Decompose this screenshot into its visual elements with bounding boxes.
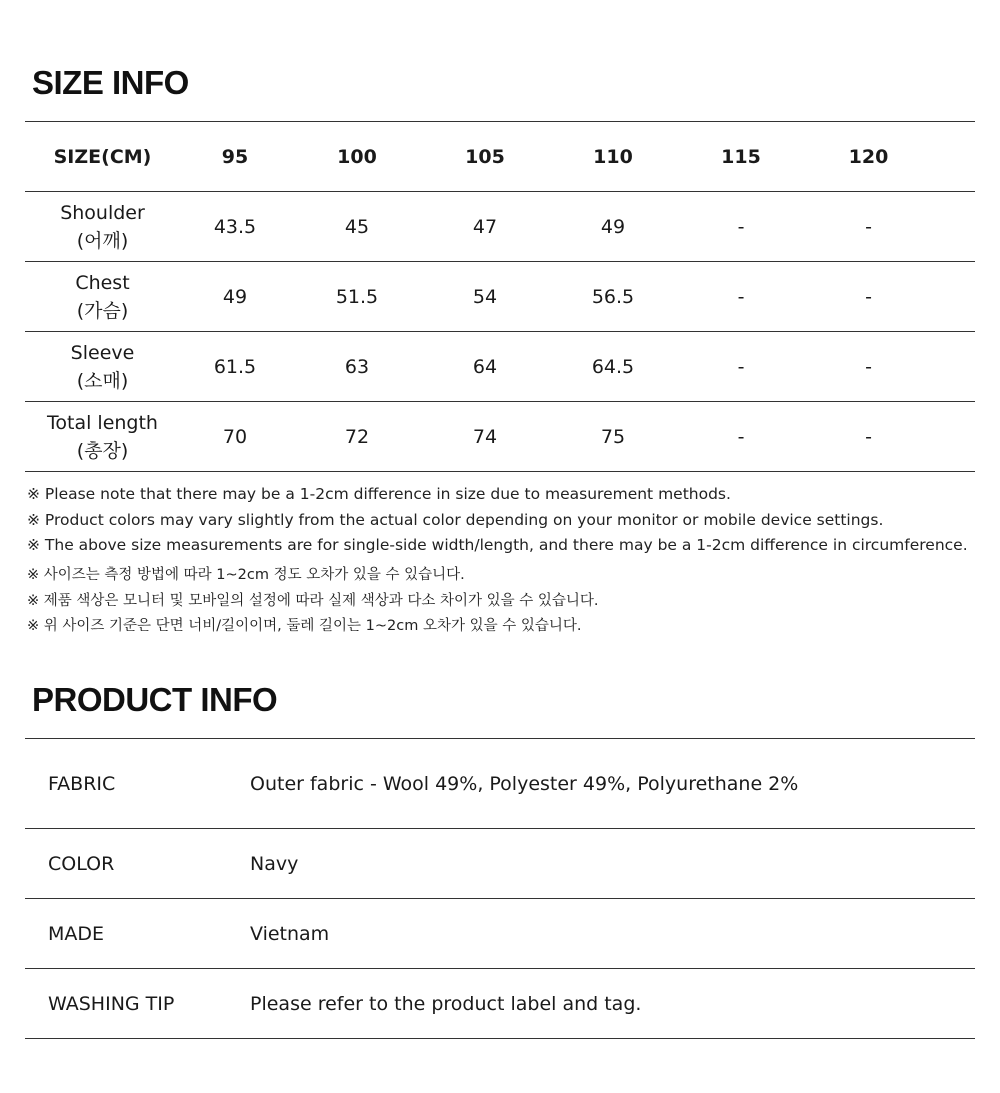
size-info-title: SIZE INFO xyxy=(32,64,189,101)
row-label xyxy=(25,192,180,262)
size-cell: - xyxy=(680,402,802,472)
product-label: MADE xyxy=(25,899,225,969)
size-note: ※ 제품 색상은 모니터 및 모바일의 설정에 따라 실제 색상과 다소 차이가 있을 수 있습니다. xyxy=(27,592,599,609)
size-cell: 61.5 xyxy=(180,332,290,402)
size-cell: 64.5 xyxy=(546,332,680,402)
size-cell-spacer xyxy=(935,192,975,262)
size-row-sleeve xyxy=(25,332,975,402)
size-notes-ko xyxy=(27,563,599,640)
size-cell: 75 xyxy=(546,402,680,472)
product-row-fabric xyxy=(25,739,975,829)
product-value: Vietnam xyxy=(225,899,975,969)
product-label: FABRIC xyxy=(25,739,225,829)
product-table xyxy=(25,738,975,1039)
row-label-en: Shoulder xyxy=(60,201,145,224)
size-note: ※ 위 사이즈 기준은 단면 너비/길이이며, 둘레 길이는 1~2cm 오차가 있을 수 있습니다. xyxy=(27,618,582,634)
size-note: ※ Please note that there may be a 1-2cm difference in size due to measurement methods. xyxy=(27,485,731,503)
size-cell: 43.5 xyxy=(180,192,290,262)
size-cell: 70 xyxy=(180,402,290,472)
row-label xyxy=(25,262,180,332)
size-cell: 56.5 xyxy=(546,262,680,332)
size-cell: - xyxy=(802,192,935,262)
product-label: COLOR xyxy=(25,829,225,899)
product-value: Outer fabric - Wool 49%, Polyester 49%, Polyurethane 2% xyxy=(225,739,975,829)
product-row-color xyxy=(25,829,975,899)
size-cell: 74 xyxy=(424,402,546,472)
size-cell: - xyxy=(680,262,802,332)
product-value: Please refer to the product label and tag. xyxy=(225,969,975,1039)
size-table xyxy=(25,121,975,472)
product-row-made xyxy=(25,899,975,969)
size-cell: 49 xyxy=(180,262,290,332)
size-cell-spacer xyxy=(935,402,975,472)
size-cell: 45 xyxy=(290,192,424,262)
size-header-110: 110 xyxy=(546,122,680,192)
size-cell-spacer xyxy=(935,262,975,332)
size-cell: 72 xyxy=(290,402,424,472)
size-cell: - xyxy=(680,192,802,262)
size-header-spacer xyxy=(935,122,975,192)
product-value: Navy xyxy=(225,829,975,899)
size-cell: - xyxy=(802,402,935,472)
size-cell: 49 xyxy=(546,192,680,262)
size-header-label: SIZE(CM) xyxy=(25,122,180,192)
row-label-en: Sleeve xyxy=(70,341,135,364)
row-label-ko: (소매) xyxy=(76,369,129,392)
size-row-chest xyxy=(25,262,975,332)
row-label xyxy=(25,402,180,472)
row-label-ko: (어깨) xyxy=(76,229,129,252)
size-header-115: 115 xyxy=(680,122,802,192)
product-label: WASHING TIP xyxy=(25,969,225,1039)
size-note: ※ Product colors may vary slightly from the actual color depending on your monitor or mobile device settings. xyxy=(27,510,884,529)
row-label-ko: (총장) xyxy=(76,439,129,462)
size-row-total-length xyxy=(25,402,975,472)
size-header-95: 95 xyxy=(180,122,290,192)
size-cell-spacer xyxy=(935,332,975,402)
size-cell: 63 xyxy=(290,332,424,402)
size-note: ※ The above size measurements are for single-side width/length, and there may be a 1-2cm difference in circumference. xyxy=(27,536,968,554)
size-cell: - xyxy=(680,332,802,402)
product-info-title: PRODUCT INFO xyxy=(32,681,278,718)
row-label-ko: (가슴) xyxy=(76,299,129,322)
size-header-row xyxy=(25,122,975,192)
size-row-shoulder xyxy=(25,192,975,262)
size-cell: 47 xyxy=(424,192,546,262)
size-note: ※ 사이즈는 측정 방법에 따라 1~2cm 정도 오차가 있을 수 있습니다. xyxy=(27,567,465,583)
size-cell: - xyxy=(802,262,935,332)
product-row-washing-tip xyxy=(25,969,975,1039)
size-header-105: 105 xyxy=(424,122,546,192)
size-header-120: 120 xyxy=(802,122,935,192)
size-notes-en xyxy=(27,482,968,559)
size-header-100: 100 xyxy=(290,122,424,192)
size-cell: - xyxy=(802,332,935,402)
size-cell: 64 xyxy=(424,332,546,402)
size-cell: 51.5 xyxy=(290,262,424,332)
row-label-en: Total length xyxy=(47,411,158,434)
row-label-en: Chest xyxy=(75,271,130,294)
row-label xyxy=(25,332,180,402)
size-cell: 54 xyxy=(424,262,546,332)
